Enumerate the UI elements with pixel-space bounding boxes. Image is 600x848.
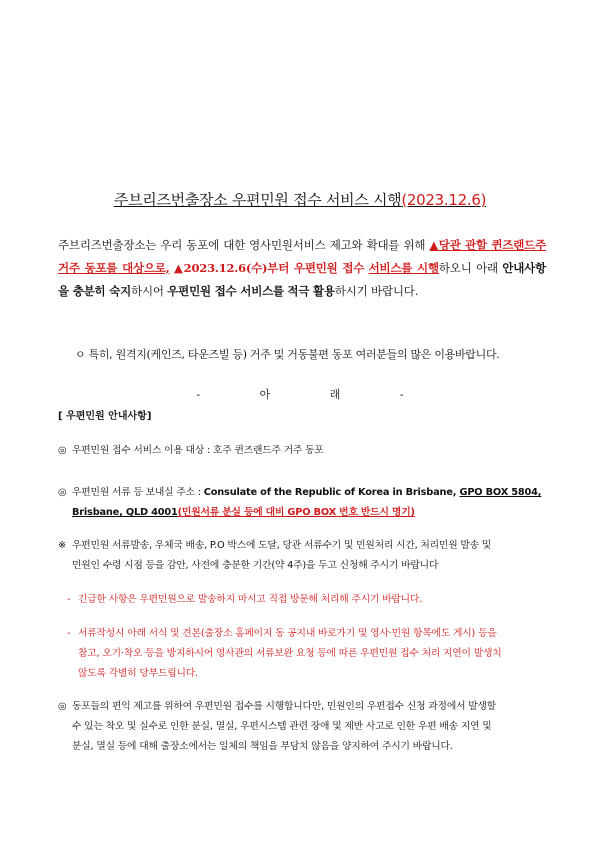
- dash-icon: -: [67, 628, 71, 639]
- intro-bold-1: 안내사항을 충분히 숙지: [58, 261, 546, 298]
- intro-text-5: 하오니 아래: [438, 261, 503, 275]
- reference-mark-icon: ※: [58, 540, 67, 551]
- processing-time-line-1: 우편민원 서류발송, 우체국 배송, P.O 박스에 도달, 당관 서류수기 및 민원처리 시간, 처리민원 발송 및: [72, 540, 492, 551]
- intro-date-highlight: ▲2023.12.6(수)부터 우편민원 접수: [174, 261, 365, 275]
- intro-bold-2: 우편민원 접수 서비스를: [167, 284, 284, 298]
- list-item: [67, 590, 547, 610]
- double-circle-icon: ◎: [58, 701, 67, 712]
- intro-paragraph: [58, 234, 546, 303]
- address-line-1: Consulate of the Republic of Korea in Brisbane,: [203, 487, 460, 498]
- intro-bold-3: 적극 활용: [287, 284, 335, 298]
- intro-target-highlight: ▲당관 관할 퀸즈랜드주 거주 동포를 대상으로,: [58, 238, 546, 275]
- list-item: [58, 483, 548, 523]
- disclaimer-line-2: 수 있는 착오 및 실수로 인한 분실, 멸실, 우편시스템 관련 장애 및 제반 사고로 인한 우편 배송 지연 및: [72, 721, 492, 732]
- section-title: [ 우편민원 안내사항]: [58, 411, 152, 422]
- form-notice-line-2: 참고, 오기·착오 등을 방지하시어 영사관의 서류보완 요청 등에 따른 우편민원 접수 처리 지연이 발생치: [78, 648, 502, 659]
- list-item: [58, 441, 548, 461]
- address-line-2: Brisbane, QLD 4001: [72, 507, 178, 518]
- address-po-box: GPO BOX 5804,: [459, 487, 542, 498]
- disclaimer-line-1: 동포들의 편익 제고를 위하여 우편민원 접수를 시행합니다만, 민원인의 우편접수 신청 과정에서 발생할: [72, 701, 497, 712]
- double-circle-icon: ◎: [58, 487, 67, 498]
- processing-time-line-2: 민원인 수령 시점 등을 감안, 사전에 충분한 기간(약 4주)을 두고 신청해 주시기 바랍니다: [72, 560, 439, 571]
- remote-area-note: ㅇ 특히, 원격지(케인즈, 타운즈빌 등) 거주 및 거동불편 동포 여러분들의 많은 이용바랍니다.: [75, 348, 500, 361]
- page-title: [0, 189, 600, 210]
- urgent-notice: 긴급한 사항은 우편민원으로 발송하지 마시고 직접 방문해 처리해 주시기 바랍니다.: [78, 594, 423, 605]
- intro-text-7: 하시어: [131, 284, 168, 298]
- title-date: (2023.12.6): [401, 191, 487, 209]
- disclaimer-line-3: 분실, 멸실 등에 대해 출장소에서는 일체의 책임을 부담치 않음을 양지하여 주시기 바랍니다.: [72, 741, 453, 752]
- intro-service-highlight: 서비스를 시행: [368, 261, 439, 275]
- list-item: [58, 697, 552, 757]
- eligibility-text: 우편민원 접수 서비스 이용 대상 : 호주 퀸즈랜드주 거주 동포: [72, 445, 324, 456]
- intro-text-10: 하시기 바랍니다.: [334, 284, 419, 298]
- list-item: [58, 536, 552, 576]
- address-label: 우편민원 서류 등 보내실 주소 :: [72, 487, 204, 498]
- dash-icon: -: [67, 594, 71, 605]
- address-warning: (민원서류 분실 등에 대비 GPO BOX 번호 반드시 명기): [177, 507, 415, 518]
- form-notice-line-1: 서류작성시 아래 서식 및 견본(출장소 홈페이지 동 공지내 바로가기 및 영사·민원 항목에도 게시) 등을: [78, 628, 497, 639]
- intro-text-1: 주브리즈번출장소는 우리 동포에 대한 영사민원서비스 제고와 확대를 위해: [58, 238, 426, 252]
- double-circle-icon: ◎: [58, 445, 67, 456]
- title-text: 주브리즈번출장소 우편민원 접수 서비스 시행: [113, 191, 402, 209]
- below-divider: - 아 래 -: [196, 388, 404, 401]
- list-item: [67, 624, 551, 684]
- form-notice-line-3: 않도록 각별히 당부드립니다.: [78, 668, 198, 679]
